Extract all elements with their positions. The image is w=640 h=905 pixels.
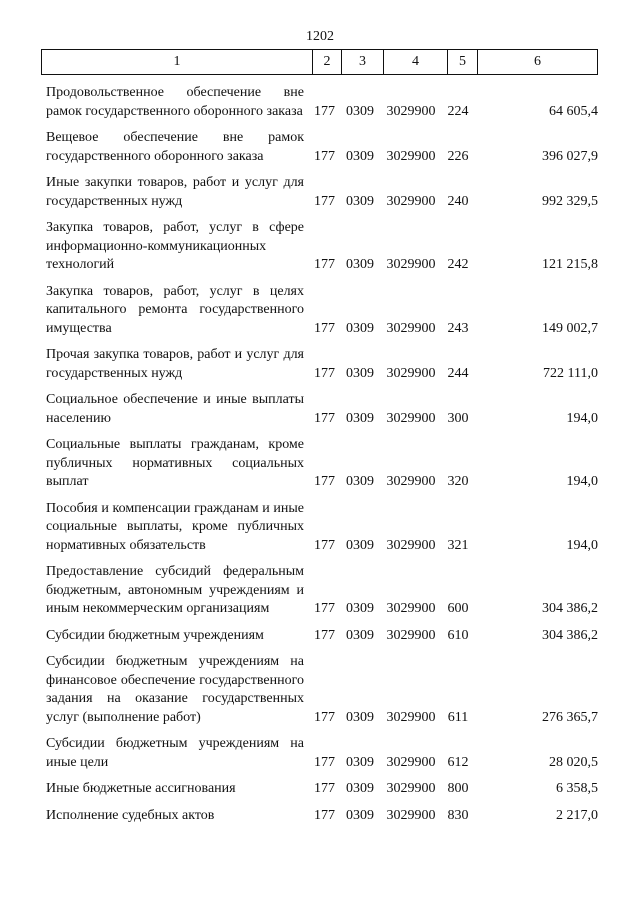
row-name: Закупка товаров, работ, услуг в сфере информационно-коммуникационных технологий xyxy=(46,220,304,272)
row-ministry-code: 177 xyxy=(314,754,335,770)
header-cell-6: 6 xyxy=(477,50,597,74)
row-target-code: 3029900 xyxy=(386,781,436,796)
row-target-code: 3029900 xyxy=(386,474,436,489)
row-amount: 722 111,0 xyxy=(543,365,598,381)
row-expense-type: 611 xyxy=(447,709,469,725)
row-name: Вещевое обеспечение вне рамок государственного оборонного заказа xyxy=(46,130,304,164)
row-section-code: 0309 xyxy=(346,754,374,770)
row-amount: 304 386,2 xyxy=(542,601,598,616)
table-row xyxy=(46,735,598,772)
row-ministry-code: 177 xyxy=(314,410,335,426)
table-row xyxy=(46,653,598,727)
row-target-code: 3029900 xyxy=(386,627,436,643)
table-row xyxy=(46,627,598,646)
row-amount: 276 365,7 xyxy=(542,709,598,725)
row-expense-type: 830 xyxy=(447,807,469,823)
row-ministry-code: 177 xyxy=(314,103,335,119)
table-row xyxy=(46,807,598,826)
row-expense-type: 226 xyxy=(447,148,469,164)
row-section-code: 0309 xyxy=(346,627,374,643)
row-expense-type: 300 xyxy=(447,410,469,426)
row-amount: 992 329,5 xyxy=(542,193,598,209)
row-ministry-code: 177 xyxy=(314,781,335,796)
row-name: Закупка товаров, работ, услуг в целях капитального ремонта государственного имущества xyxy=(46,283,304,336)
table-row xyxy=(46,563,598,619)
row-amount: 194,0 xyxy=(566,410,598,426)
table-row xyxy=(46,436,598,492)
row-target-code: 3029900 xyxy=(386,709,436,725)
row-section-code: 0309 xyxy=(346,781,374,796)
row-amount: 194,0 xyxy=(566,474,598,489)
row-target-code: 3029900 xyxy=(386,807,436,823)
table-row xyxy=(46,391,598,428)
row-expense-type: 240 xyxy=(447,193,469,209)
row-amount: 64 605,4 xyxy=(549,103,598,119)
row-section-code: 0309 xyxy=(346,257,374,272)
row-name: Социальное обеспечение и иные выплаты населению xyxy=(46,392,304,426)
row-section-code: 0309 xyxy=(346,537,374,553)
row-target-code: 3029900 xyxy=(386,193,436,209)
header-cell-1: 1 xyxy=(173,53,181,69)
table-row xyxy=(46,84,598,121)
row-section-code: 0309 xyxy=(346,320,374,336)
row-target-code: 3029900 xyxy=(386,410,436,426)
table-row xyxy=(46,219,598,275)
row-ministry-code: 177 xyxy=(314,148,335,164)
row-expense-type: 600 xyxy=(447,601,469,616)
row-amount: 121 215,8 xyxy=(542,257,598,272)
row-amount: 28 020,5 xyxy=(549,754,598,770)
row-ministry-code: 177 xyxy=(314,627,335,643)
table-header xyxy=(41,49,598,75)
row-ministry-code: 177 xyxy=(314,807,335,823)
row-expense-type: 242 xyxy=(447,257,469,272)
row-expense-type: 321 xyxy=(447,537,469,553)
table-row xyxy=(46,283,598,339)
row-name: Предоставление субсидий федеральным бюджетным, автономным учреждениям и иным некоммерческим организациям xyxy=(46,564,304,616)
row-target-code: 3029900 xyxy=(386,601,436,616)
row-target-code: 3029900 xyxy=(386,257,436,272)
header-cell-4: 4 xyxy=(383,50,447,74)
row-target-code: 3029900 xyxy=(386,320,436,336)
header-cell-2: 2 xyxy=(312,50,341,74)
table-row xyxy=(46,174,598,211)
row-target-code: 3029900 xyxy=(386,537,436,553)
row-ministry-code: 177 xyxy=(314,365,335,381)
row-ministry-code: 177 xyxy=(314,709,335,725)
row-target-code: 3029900 xyxy=(386,365,436,381)
row-expense-type: 243 xyxy=(447,320,469,336)
page-number: 1202 xyxy=(306,29,334,44)
row-expense-type: 244 xyxy=(447,365,469,381)
header-cell-5: 5 xyxy=(447,50,477,74)
table-row xyxy=(46,780,598,799)
row-expense-type: 612 xyxy=(447,754,469,770)
table-row xyxy=(46,500,598,556)
budget-table-body xyxy=(46,84,598,825)
row-section-code: 0309 xyxy=(346,365,374,381)
row-amount: 6 358,5 xyxy=(556,781,598,796)
row-ministry-code: 177 xyxy=(314,320,335,336)
row-ministry-code: 177 xyxy=(314,193,335,209)
row-name: Иные закупки товаров, работ и услуг для государственных нужд xyxy=(46,175,304,209)
table-row xyxy=(46,129,598,166)
row-section-code: 0309 xyxy=(346,474,374,489)
header-cell-3: 3 xyxy=(341,50,383,74)
row-amount: 396 027,9 xyxy=(542,148,598,164)
row-amount: 304 386,2 xyxy=(542,627,598,643)
row-section-code: 0309 xyxy=(346,193,374,209)
row-name: Субсидии бюджетным учреждениям на иные цели xyxy=(46,736,304,770)
row-ministry-code: 177 xyxy=(314,601,335,616)
row-expense-type: 224 xyxy=(447,103,469,119)
row-name: Исполнение судебных актов xyxy=(46,807,215,823)
row-ministry-code: 177 xyxy=(314,474,335,489)
row-name: Субсидии бюджетным учреждениям на финансовое обеспечение государственного задания на оказание государственных услуг (выполнение работ) xyxy=(46,654,304,725)
row-target-code: 3029900 xyxy=(386,148,436,164)
row-amount: 149 002,7 xyxy=(542,320,598,336)
row-section-code: 0309 xyxy=(346,103,374,119)
row-section-code: 0309 xyxy=(346,709,374,725)
row-section-code: 0309 xyxy=(346,601,374,616)
row-target-code: 3029900 xyxy=(386,754,436,770)
row-name: Прочая закупка товаров, работ и услуг для государственных нужд xyxy=(46,347,304,381)
row-section-code: 0309 xyxy=(346,148,374,164)
row-name: Продовольственное обеспечение вне рамок государственного оборонного заказа xyxy=(46,85,304,119)
row-section-code: 0309 xyxy=(346,410,374,426)
row-expense-type: 800 xyxy=(447,781,469,796)
row-amount: 194,0 xyxy=(566,537,598,553)
row-name: Субсидии бюджетным учреждениям xyxy=(46,627,264,643)
row-name: Иные бюджетные ассигнования xyxy=(46,781,236,796)
row-name: Социальные выплаты гражданам, кроме публичных нормативных социальных выплат xyxy=(46,437,304,489)
row-ministry-code: 177 xyxy=(314,537,335,553)
row-target-code: 3029900 xyxy=(386,103,436,119)
row-name: Пособия и компенсации гражданам и иные социальные выплаты, кроме публичных нормативных обязательств xyxy=(46,500,304,553)
row-expense-type: 320 xyxy=(447,474,469,489)
row-ministry-code: 177 xyxy=(314,257,335,272)
table-row xyxy=(46,346,598,383)
row-section-code: 0309 xyxy=(346,807,374,823)
row-amount: 2 217,0 xyxy=(556,807,598,823)
row-expense-type: 610 xyxy=(447,627,469,643)
